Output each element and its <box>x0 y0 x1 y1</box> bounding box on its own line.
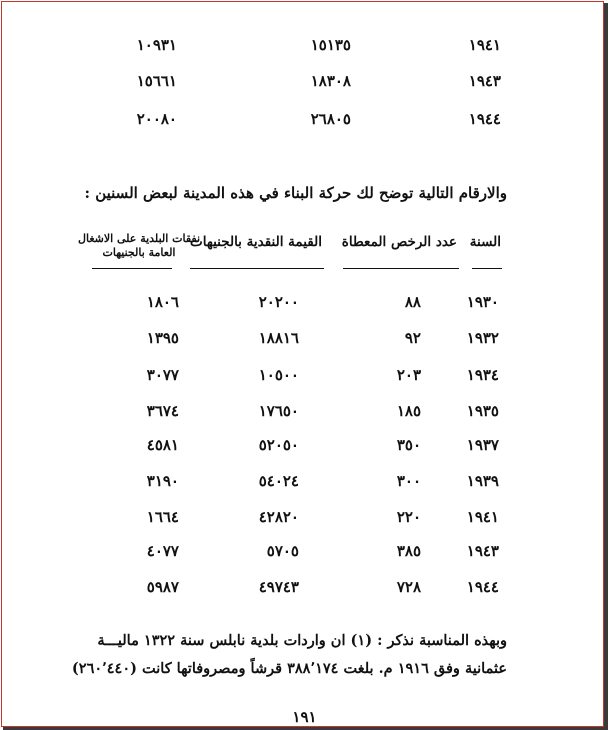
footnote-line-1: وبهذه المناسبة نذكر : (١) ان واردات بلدية نابلس سنة ١٣٢٢ ماليـــة <box>97 632 507 649</box>
top-value-a: ٢٦٨٠٥ <box>310 110 351 128</box>
header-rule-expenses <box>92 268 172 269</box>
row-value: ٥٢٠٥٠ <box>258 436 299 454</box>
page-number: ١٩١ <box>292 708 317 726</box>
row-permits: ٣٨٥ <box>396 542 421 560</box>
header-rule-value <box>190 268 324 269</box>
row-expenses: ٥٩٨٧ <box>146 578 179 596</box>
row-year: ١٩٣٢ <box>466 329 499 347</box>
row-expenses: ١٨٠٦ <box>146 293 179 311</box>
row-year: ١٩٤١ <box>466 508 499 526</box>
row-expenses: ١٣٩٥ <box>146 329 179 347</box>
row-permits: ٧٢٨ <box>396 578 421 596</box>
top-value-b: ١٠٩٣١ <box>136 36 177 54</box>
row-permits: ٣٠٠ <box>396 472 421 490</box>
row-permits: ٢٢٠ <box>396 508 421 526</box>
top-value-b: ٢٠٠٨٠ <box>136 110 177 128</box>
row-expenses: ٣١٩٠ <box>146 472 179 490</box>
row-year: ١٩٣٥ <box>466 402 499 420</box>
row-permits: ٢٠٣ <box>396 366 421 384</box>
row-expenses: ٣٠٧٧ <box>146 366 179 384</box>
row-permits: ٨٨ <box>404 293 421 311</box>
header-year: السنة <box>469 234 501 250</box>
row-permits: ٩٢ <box>404 329 421 347</box>
row-value: ٢٠٢٠٠ <box>258 293 299 311</box>
top-year: ١٩٤٣ <box>468 72 501 90</box>
header-permits: عدد الرخص المعطاة <box>341 234 457 250</box>
top-value-a: ١٥١٣٥ <box>310 36 351 54</box>
header-value: القيمة النقدية بالجنيهات <box>190 234 322 250</box>
header-rule-permits <box>343 268 459 269</box>
row-expenses: ٤٠٧٧ <box>146 542 179 560</box>
row-value: ٤٩٧٤٣ <box>258 578 299 596</box>
row-value: ١٧٦٥٠ <box>258 402 299 420</box>
footnote-line-2: عثمانية وفق ١٩١٦ م. بلغت ٣٨٨٬١٧٤ قرشاً ومصروفاتها كانت (٢٦٠٬٤٤٠) <box>71 660 507 677</box>
page-shadow-right <box>604 3 608 729</box>
row-value: ١٠٥٠٠ <box>258 366 299 384</box>
header-rule-year <box>472 268 502 269</box>
top-year: ١٩٤١ <box>468 36 501 54</box>
page-frame <box>1 1 604 727</box>
row-permits: ١٨٥ <box>396 402 421 420</box>
row-expenses: ٣٦٧٤ <box>146 402 179 420</box>
row-value: ٥٧٠٥ <box>266 542 299 560</box>
row-year: ١٩٣٤ <box>466 366 499 384</box>
top-value-b: ١٥٦٦١ <box>136 72 177 90</box>
intro-text: والارقام التالية توضح لك حركة البناء في هذه المدينة لبعض السنين : <box>84 184 507 202</box>
row-year: ١٩٣٩ <box>466 472 499 490</box>
row-value: ٥٤٠٢٤ <box>258 472 299 490</box>
top-value-a: ١٨٣٠٨ <box>310 72 351 90</box>
row-value: ١٨٨١٦ <box>258 329 299 347</box>
row-year: ١٩٤٤ <box>466 578 499 596</box>
header-expenses-line1: نفقات البلدية على الاشغال <box>77 232 201 245</box>
header-expenses-line2: العامة بالجنيهات <box>102 246 176 259</box>
row-expenses: ٤٥٨١ <box>146 436 179 454</box>
header-expenses <box>78 232 200 260</box>
row-year: ١٩٤٣ <box>466 542 499 560</box>
top-year: ١٩٤٤ <box>468 110 501 128</box>
row-expenses: ١٦٦٤ <box>146 508 179 526</box>
row-year: ١٩٣٠ <box>466 293 499 311</box>
row-permits: ٣٥٠ <box>396 436 421 454</box>
row-year: ١٩٣٧ <box>466 436 499 454</box>
row-value: ٤٢٨٢٠ <box>258 508 299 526</box>
